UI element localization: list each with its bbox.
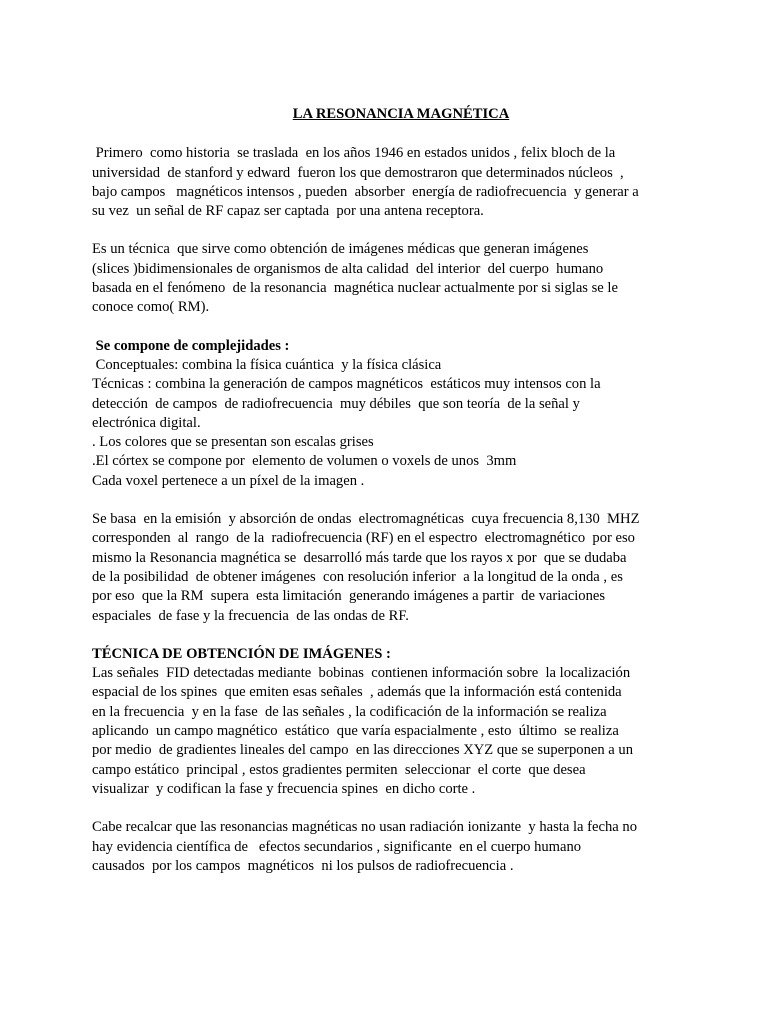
document-page [92, 105, 692, 895]
text-line: detección de campos de radiofrecuencia muy débiles que son teoría de la señal y [92, 395, 580, 412]
text-line: Se basa en la emisión y absorción de ondas electromagnéticas cuya frecuencia 8,130 MHZ [92, 511, 640, 528]
text-line: espaciales de fase y la frecuencia de las ondas de RF. [92, 607, 409, 624]
text-line: Conceptuales: combina la física cuántica y la física clásica [92, 356, 442, 373]
text-line: electrónica digital. [92, 414, 201, 431]
text-line: mismo la Resonancia magnética se desarrolló más tarde que los rayos x por que se dudaba [92, 549, 627, 566]
text-line: bajo campos magnéticos intensos , pueden absorber energía de radiofrecuencia y generar a [92, 183, 639, 200]
text-line: de la posibilidad de obtener imágenes con resolución inferior a la longitud de la onda , es [92, 568, 623, 585]
text-line: su vez un señal de RF capaz ser captada por una antena receptora. [92, 203, 484, 220]
text-line: campo estático principal , estos gradientes permiten seleccionar el corte que desea [92, 761, 586, 778]
document-title: LA RESONANCIA MAGNÉTICA [292, 106, 510, 122]
text-line: por eso que la RM supera esta limitación generando imágenes a partir de variaciones [92, 588, 606, 605]
text-line: . Los colores que se presentan son escalas grises [92, 434, 374, 451]
text-line: (slices )bidimensionales de organismos de alta calidad del interior del cuerpo humano [92, 260, 604, 277]
physics-paragraph [92, 510, 692, 626]
complexities-section [92, 337, 692, 491]
text-line: .El córtex se compone por elemento de volumen o voxels de unos 3mm [92, 453, 517, 470]
text-line: Es un técnica que sirve como obtención de imágenes médicas que generan imágenes [92, 241, 589, 258]
intro-paragraph [92, 144, 692, 221]
text-line: visualizar y codifican la fase y frecuencia spines en dicho corte . [92, 780, 476, 797]
text-line: Técnicas : combina la generación de campos magnéticos estáticos muy intensos con la [92, 376, 601, 393]
section-heading-technique: TÉCNICA DE OBTENCIÓN DE IMÁGENES : [92, 645, 391, 662]
text-line: causados por los campos magnéticos ni los pulsos de radiofrecuencia . [92, 857, 514, 874]
text-line: por medio de gradientes lineales del campo en las direcciones XYZ que se superponen a un [92, 742, 634, 759]
safety-paragraph [92, 818, 692, 876]
text-line: espacial de los spines que emiten esas señales , además que la información está contenida [92, 684, 622, 701]
text-line: aplicando un campo magnético estático que varía espacialmente , esto último se realiza [92, 723, 619, 740]
definition-paragraph [92, 240, 692, 317]
text-line: universidad de stanford y edward fueron los que demostraron que determinados núcleos , [92, 164, 624, 181]
text-line: basada en el fenómeno de la resonancia magnética nuclear actualmente por si siglas se le [92, 280, 618, 297]
section-heading-complexities: Se compone de complejidades : [92, 337, 290, 354]
text-line: Cabe recalcar que las resonancias magnéticas no usan radiación ionizante y hasta la fecha no [92, 819, 637, 836]
text-line: corresponden al rango de la radiofrecuencia (RF) en el espectro electromagnético por eso [92, 530, 635, 547]
technique-section [92, 645, 692, 799]
text-line: Cada voxel pertenece a un píxel de la imagen . [92, 472, 365, 489]
text-line: conoce como( RM). [92, 299, 210, 316]
text-line: hay evidencia científica de efectos secundarios , significante en el cuerpo humano [92, 838, 582, 855]
text-line: Primero como historia se traslada en los años 1946 en estados unidos , felix bloch de la [92, 145, 616, 162]
text-line: Las señales FID detectadas mediante bobinas contienen información sobre la localización [92, 665, 631, 682]
text-line: en la frecuencia y en la fase de las señales , la codificación de la información se realiza [92, 703, 607, 720]
